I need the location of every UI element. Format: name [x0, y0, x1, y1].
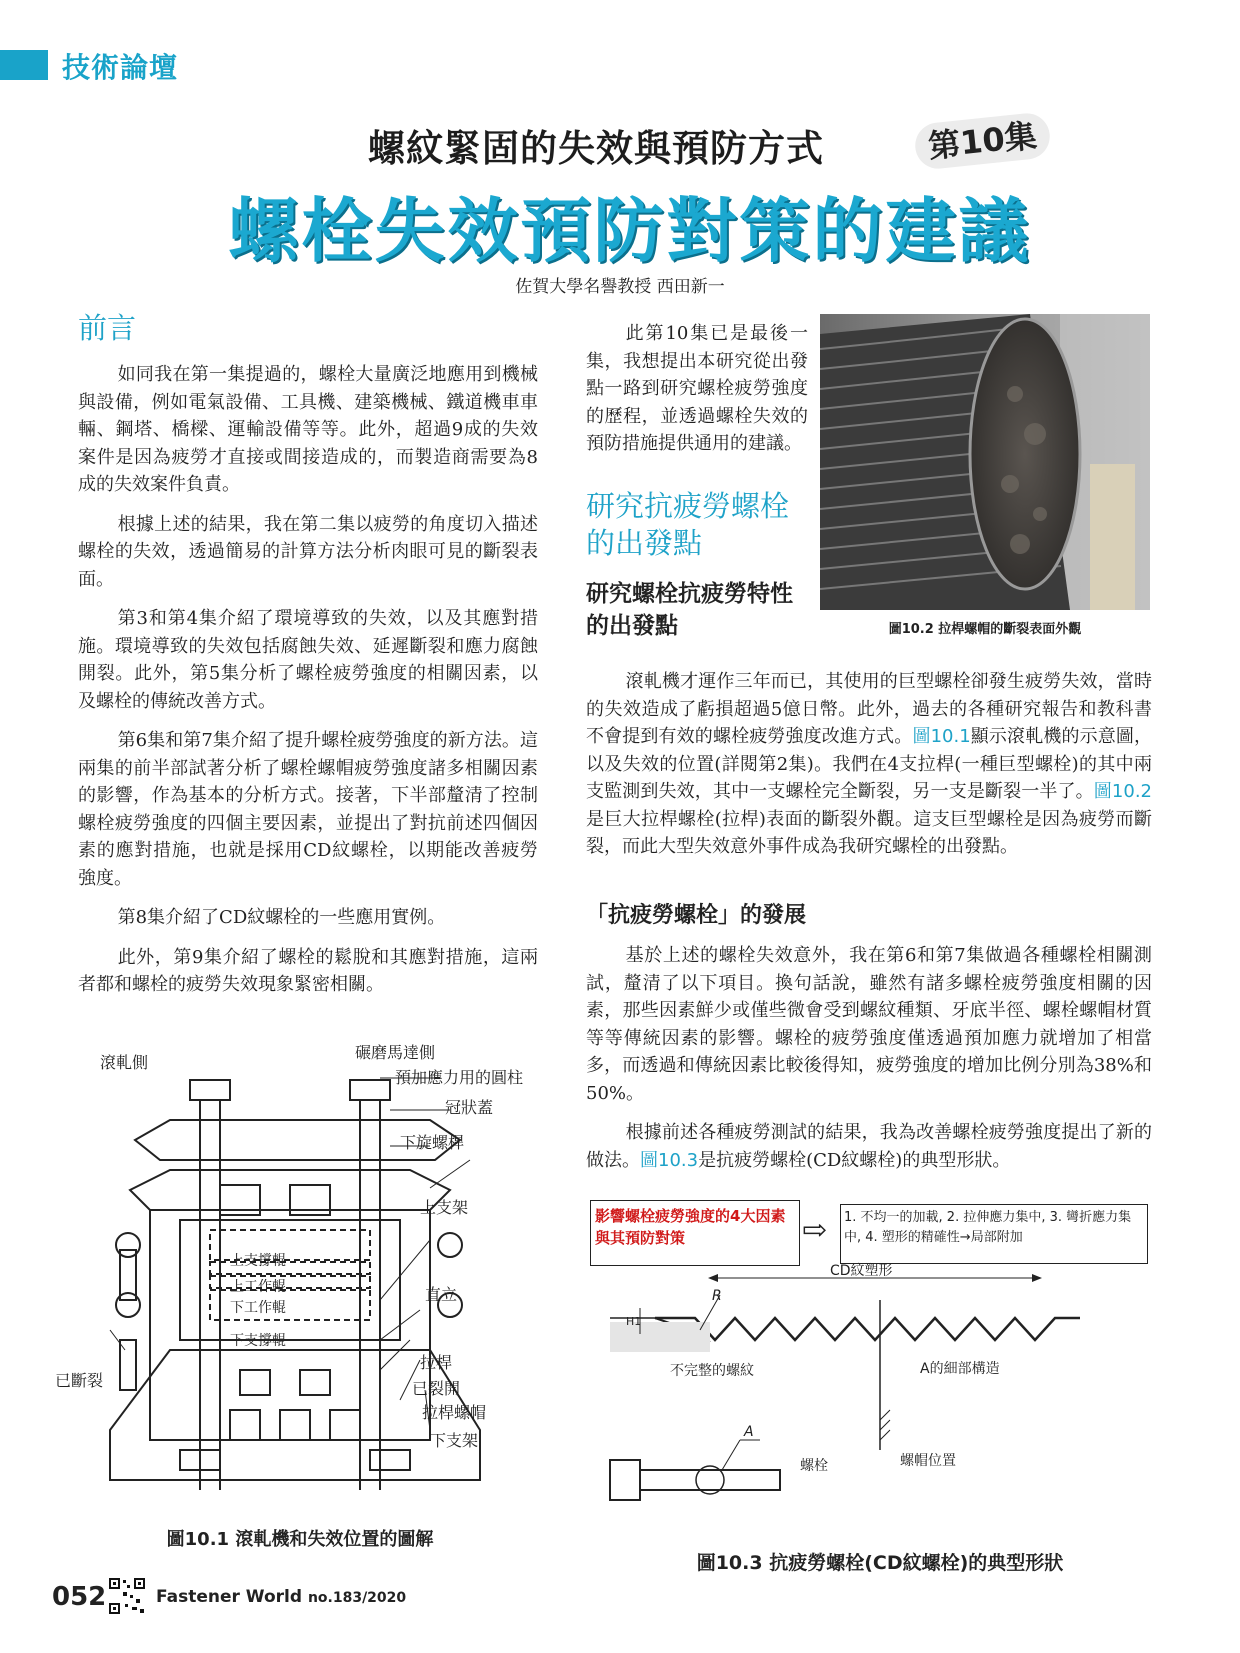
episode-intro-paragraph: 此第10集已是最後一集，我想提出本研究從出發點一路到研究螺栓疲勞強度的歷程，並透過螺栓失效的預防措施提供通用的建議。	[586, 323, 808, 454]
section2-paragraph: 基於上述的螺栓失效意外，我在第6和第7集做過各種螺栓相關測試，釐清了以下項目。換句話說，雖然有諸多螺栓疲勞強度相關的因素，那些因素鮮少或僅些微會受到螺紋種類、牙底半徑、螺栓螺帽材質等等傳統因素的影響。螺栓的疲勞強度僅透過預加應力就增加了相當多，而透過和傳統因素比較後得知，疲勞強度的增加比例分別為38%和50%。	[586, 945, 1152, 1104]
magazine-info	[156, 1587, 406, 1607]
section2-paragraph	[586, 1119, 1152, 1174]
diagram-label: H1	[626, 1315, 642, 1328]
diagram-label: 下工作輥	[230, 1300, 286, 1316]
factors-list-box: 1. 不均一的加載, 2. 拉伸應力集中, 3. 彎折應力集中, 4. 塑形的精確性→局部附加	[840, 1204, 1148, 1264]
diagram-label: 上工作輥	[230, 1279, 286, 1295]
diagram-label: A	[744, 1424, 754, 1440]
diagram-label: 上支架	[420, 1198, 469, 1217]
diagram-label: 拉桿螺帽	[422, 1403, 487, 1422]
article-title: 螺栓失效預防對策的建議	[228, 190, 1032, 272]
diagram-label: 預加應力用的圓柱	[395, 1068, 524, 1087]
intro-section	[78, 310, 538, 999]
magazine-name: Fastener World	[156, 1587, 303, 1607]
text-run: 顯示滾軋機的示意圖，以及失效的位置(詳閱第2集)。我們在4支拉桿(一種巨型螺栓)的其中兩支監測到失效，其中一支螺栓完全斷裂，另一支是斷裂一半了。	[586, 726, 1153, 802]
diagram-label: 已斷裂	[55, 1371, 104, 1390]
figure-10-2-caption: 圖10.2 拉桿螺帽的斷裂表面外觀	[888, 622, 1082, 637]
diagram-label: 不完整的螺紋	[670, 1363, 754, 1379]
author-line: 佐賀大學名譽教授 西田新一	[515, 277, 725, 297]
figure-10-3-ref[interactable]: 圖10.3	[640, 1149, 699, 1171]
diagram-label: R	[712, 1288, 722, 1304]
factors-box: 影響螺栓疲勞強度的4大因素與其預防對策	[590, 1200, 800, 1266]
research-subheading: 研究螺栓抗疲勞特性的出發點	[586, 580, 793, 639]
research-heading: 研究抗疲勞螺栓的出發點	[586, 488, 790, 560]
thread-profile-diagram	[590, 1270, 1150, 1520]
intro-paragraph: 第3和第4集介紹了環境導致的失效，以及其應對措施。環境導致的失效包括腐蝕失效、延遲斷裂和應力腐蝕開裂。此外，第5集分析了螺栓疲勞強度的相關因素，以及螺栓的傳統改善方式。	[78, 608, 538, 712]
page-number: 052	[52, 1582, 107, 1612]
figure-10-1	[50, 1043, 570, 1520]
diagram-label: 下旋螺桿	[400, 1133, 465, 1152]
series-subtitle: 螺紋緊固的失效與預防方式	[368, 127, 824, 170]
figure-10-3-caption: 圖10.3 抗疲勞螺栓(CD紋螺栓)的典型形狀	[696, 1552, 1064, 1574]
rolling-mill-diagram	[50, 1050, 570, 1520]
diagram-label: 拉桿	[420, 1353, 453, 1372]
intro-paragraph: 第8集介紹了CD紋螺栓的一些應用實例。	[117, 907, 446, 928]
intro-paragraph: 第6集和第7集介紹了提升螺栓疲勞強度的新方法。這兩集的前半部試著分析了螺栓螺帽疲勞強度諸多相關因素的影響，作為基本的分析方式。接著，下半部釐清了控制螺栓疲勞強度的四個主要因素，並提出了對抗前述四個因素的應對措施，也就是採用CD紋螺栓，以期能改善疲勞強度。	[78, 730, 538, 889]
figure-10-2-ref[interactable]: 圖10.2	[1093, 781, 1153, 802]
diagram-label: 下支撐輥	[230, 1333, 286, 1349]
diagram-label: 下支架	[430, 1431, 479, 1450]
figure-10-1-caption: 圖10.1 滾軋機和失效位置的圖解	[166, 1529, 434, 1550]
figure-10-3	[590, 1200, 1150, 1510]
diagram-label: 碾磨馬達側	[355, 1043, 436, 1062]
intro-heading: 前言	[78, 311, 137, 345]
fracture-surface-photo	[820, 314, 1150, 610]
text-run: 是抗疲勞螺栓(CD紋螺栓)的典型形狀。	[698, 1149, 1011, 1171]
diagram-label: 上支撐輥	[230, 1253, 286, 1269]
diagram-label: 冠狀蓋	[445, 1098, 494, 1117]
text-run: 滾軋機才運作三年而已，其使用的巨型螺栓卻發生疲勞失效，當時的失效造成了虧損超過5億日幣。此外，過去的各種研究報告和教科書不會提到有效的螺栓疲勞強度改進方式。	[586, 671, 1152, 747]
episode-badge: 第10集	[913, 111, 1052, 171]
diagram-label: 直立	[425, 1285, 458, 1304]
diagram-label: CD紋塑形	[830, 1263, 893, 1279]
diagram-label: 已裂開	[412, 1379, 461, 1398]
section1-paragraph	[586, 668, 1152, 861]
arrow-icon: ⇨	[802, 1213, 828, 1248]
intro-paragraph: 此外，第9集介紹了螺栓的鬆脫和其應對措施，這兩者都和螺栓的疲勞失效現象緊密相關。	[78, 946, 538, 995]
text-run: 根據前述各種疲勞測試的結果，我為改善螺栓疲勞強度提出了新的做法。	[586, 1122, 1152, 1171]
section-color-bar	[0, 50, 48, 80]
section2	[586, 900, 1152, 1174]
middle-column	[586, 320, 808, 642]
diagram-label: 滾軋側	[100, 1053, 149, 1072]
intro-paragraph: 根據上述的結果，我在第二集以疲勞的角度切入描述螺栓的失效，透過簡易的計算方法分析肉眼可見的斷裂表面。	[78, 513, 538, 590]
qr-code-icon[interactable]	[108, 1577, 146, 1615]
figure-10-1-ref[interactable]: 圖10.1	[912, 726, 971, 747]
section-label: 技術論壇	[62, 51, 179, 84]
intro-paragraph: 如同我在第一集提過的，螺栓大量廣泛地應用到機械與設備，例如電氣設備、工具機、建築機械、鐵道機車車輛、鋼塔、橋樑、運輸設備等等。此外，超過9成的失效案件是因為疲勞才直接或間接造成的，而製造商需要為8成的失效案件負責。	[78, 364, 538, 495]
section1	[586, 668, 1152, 861]
text-run: 是巨大拉桿螺栓(拉桿)表面的斷裂外觀。這支巨型螺栓是因為疲勞而斷裂，而此大型失效意外事件成為我研究螺栓的出發點。	[586, 808, 1152, 857]
development-heading: 「抗疲勞螺栓」的發展	[586, 903, 807, 928]
issue-number: no.183/2020	[307, 1590, 407, 1606]
diagram-label: 螺栓	[800, 1458, 828, 1474]
diagram-label: 螺帽位置	[900, 1453, 956, 1469]
diagram-label: A的細部構造	[920, 1361, 1000, 1377]
